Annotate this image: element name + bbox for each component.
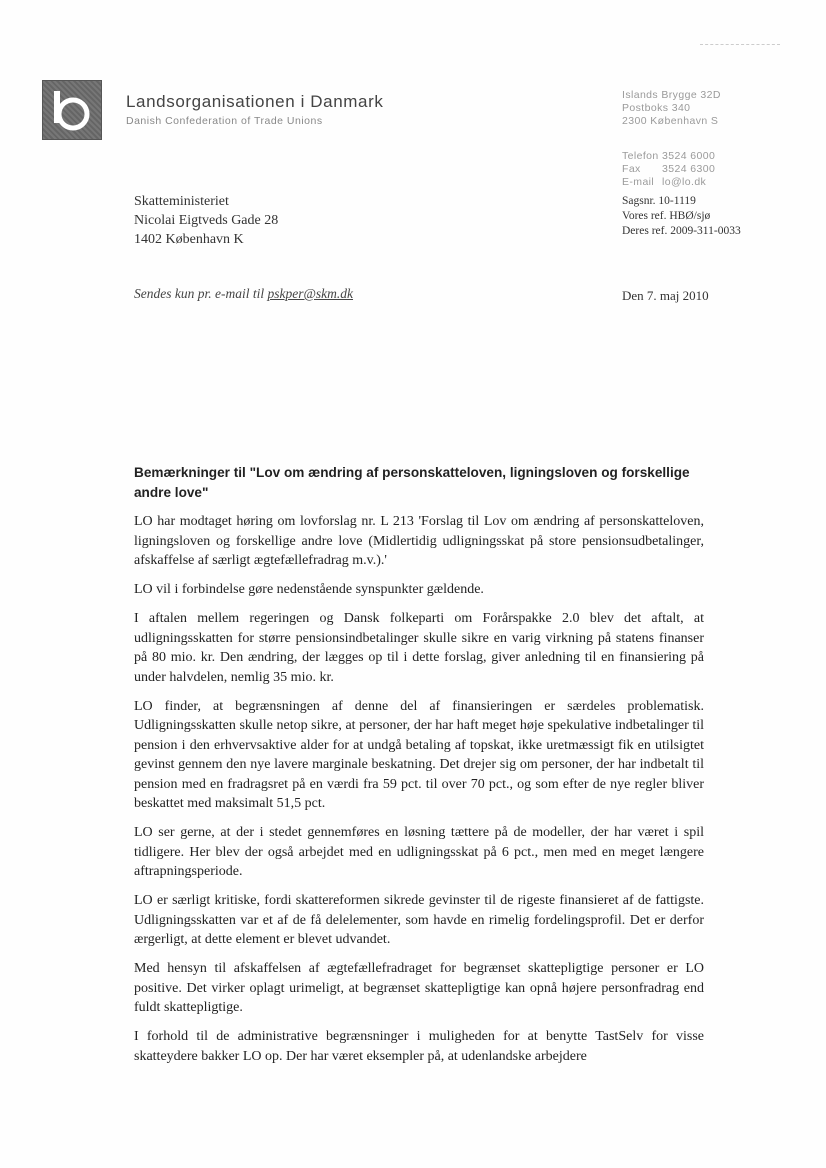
body-paragraph: LO ser gerne, at der i stedet gennemføres en løsning tættere på de modeller, der har været i spil tidligere. Her blev der også arbejdet med en udligningsskat på 6 pct., men med en meget længere aftrapningsperiode.: [134, 825, 704, 879]
recipient-line: 1402 København K: [134, 232, 244, 247]
recipient-address: [134, 192, 278, 249]
send-note-text: Sendes kun pr. e-mail til: [134, 286, 268, 301]
reference-line: Deres ref. 2009-311-0033: [622, 225, 741, 237]
letter-heading: Bemærkninger til "Lov om ændring af personskatteloven, ligningsloven og forskellige andre love": [134, 465, 690, 500]
body-paragraph: I aftalen mellem regeringen og Dansk folkeparti om Forårspakke 2.0 blev det aftalt, at udligningsskatten for større pensionsindbetalinger skulle sikre en varig virkning på statens finanser på 80 mio. kr. Den ændring, der lægges op til i dette forslag, giver anledning til en finansiering på under halvdelen, nemlig 35 mio. kr.: [134, 611, 704, 685]
contact-row: [622, 163, 715, 176]
reference-line: Vores ref. HBØ/sjø: [622, 210, 711, 222]
body-paragraph: LO finder, at begrænsningen af denne del af finansieringen er særdeles problematisk. Udligningsskatten skulle netop sikre, at personer, der har haft meget høje spekulative indbetalinger til pension i den erhvervsaktive alder for at undgå betaling af topskat, ikke uretmæssigt fik en utilsigtet gevinst gennem den nye lavere marginale beskatning. Det drejer sig om personer, der har indbetalt til pension med en fradragsret på en værdi fra 59 pct. til over 70 pct., og som efter de nye regler bliver beskattet med maksimalt 51,5 pct.: [134, 698, 704, 811]
address-line: Islands Brygge 32D: [622, 89, 721, 101]
reference-line: Sagsnr. 10-1119: [622, 195, 696, 207]
sender-address: [622, 89, 721, 128]
org-name: Landsorganisationen i Danmark: [126, 92, 384, 111]
contact-block: [622, 150, 715, 189]
body-paragraph: LO er særligt kritiske, fordi skattereformen sikrede gevinster til de rigeste finansieret af de fattigste. Udligningsskatten var et af de få delelementer, som havde en rimelig fordelingsprofil. Det er derfor ærgerligt, at dette element er blevet udvandet.: [134, 893, 704, 947]
send-note: [134, 286, 353, 302]
contact-row: [622, 176, 715, 189]
contact-label: Fax: [622, 163, 641, 175]
body-paragraph: LO vil i forbindelse gøre nedenstående synspunkter gældende.: [134, 582, 484, 597]
org-subtitle: Danish Confederation of Trade Unions: [126, 115, 323, 127]
recipient-line: Nicolai Eigtveds Gade 28: [134, 213, 279, 228]
lo-logo-icon: [42, 80, 102, 140]
scan-mark: [700, 44, 780, 46]
contact-label: Telefon: [622, 150, 659, 162]
contact-value: 3524 6300: [662, 163, 716, 175]
contact-row: [622, 150, 715, 163]
case-references: [622, 194, 741, 239]
letter-date: Den 7. maj 2010: [622, 288, 709, 303]
body-paragraph: Med hensyn til afskaffelsen af ægtefællefradraget for begrænset skattepligtige personer er LO positive. Det virker oplagt urimeligt, at begrænset skattepligtige kan opnå højere personfradrag end fuldt skattepligtige.: [134, 961, 704, 1015]
contact-label: E-mail: [622, 176, 655, 188]
recipient-line: Skatteministeriet: [134, 194, 229, 209]
address-line: Postboks 340: [622, 102, 691, 114]
contact-value: 3524 6000: [662, 150, 716, 162]
letter-body: [134, 512, 704, 1076]
body-paragraph: I forhold til de administrative begrænsninger i muligheden for at benytte TastSelv for visse skatteydere bakker LO op. Der har været eksempler på, at udenlandske arbejdere: [134, 1029, 704, 1064]
address-line: 2300 København S: [622, 115, 719, 127]
email-link[interactable]: pskper@skm.dk: [267, 286, 354, 301]
body-paragraph: LO har modtaget høring om lovforslag nr. L 213 'Forslag til Lov om ændring af personskatteloven, ligningsloven og forskellige andre love (Midlertidig udligningsskat på store pensionsudbetalinger, afskaffelse af særligt ægtefællefradrag m.v.).': [134, 514, 704, 568]
contact-value: lo@lo.dk: [662, 176, 707, 188]
